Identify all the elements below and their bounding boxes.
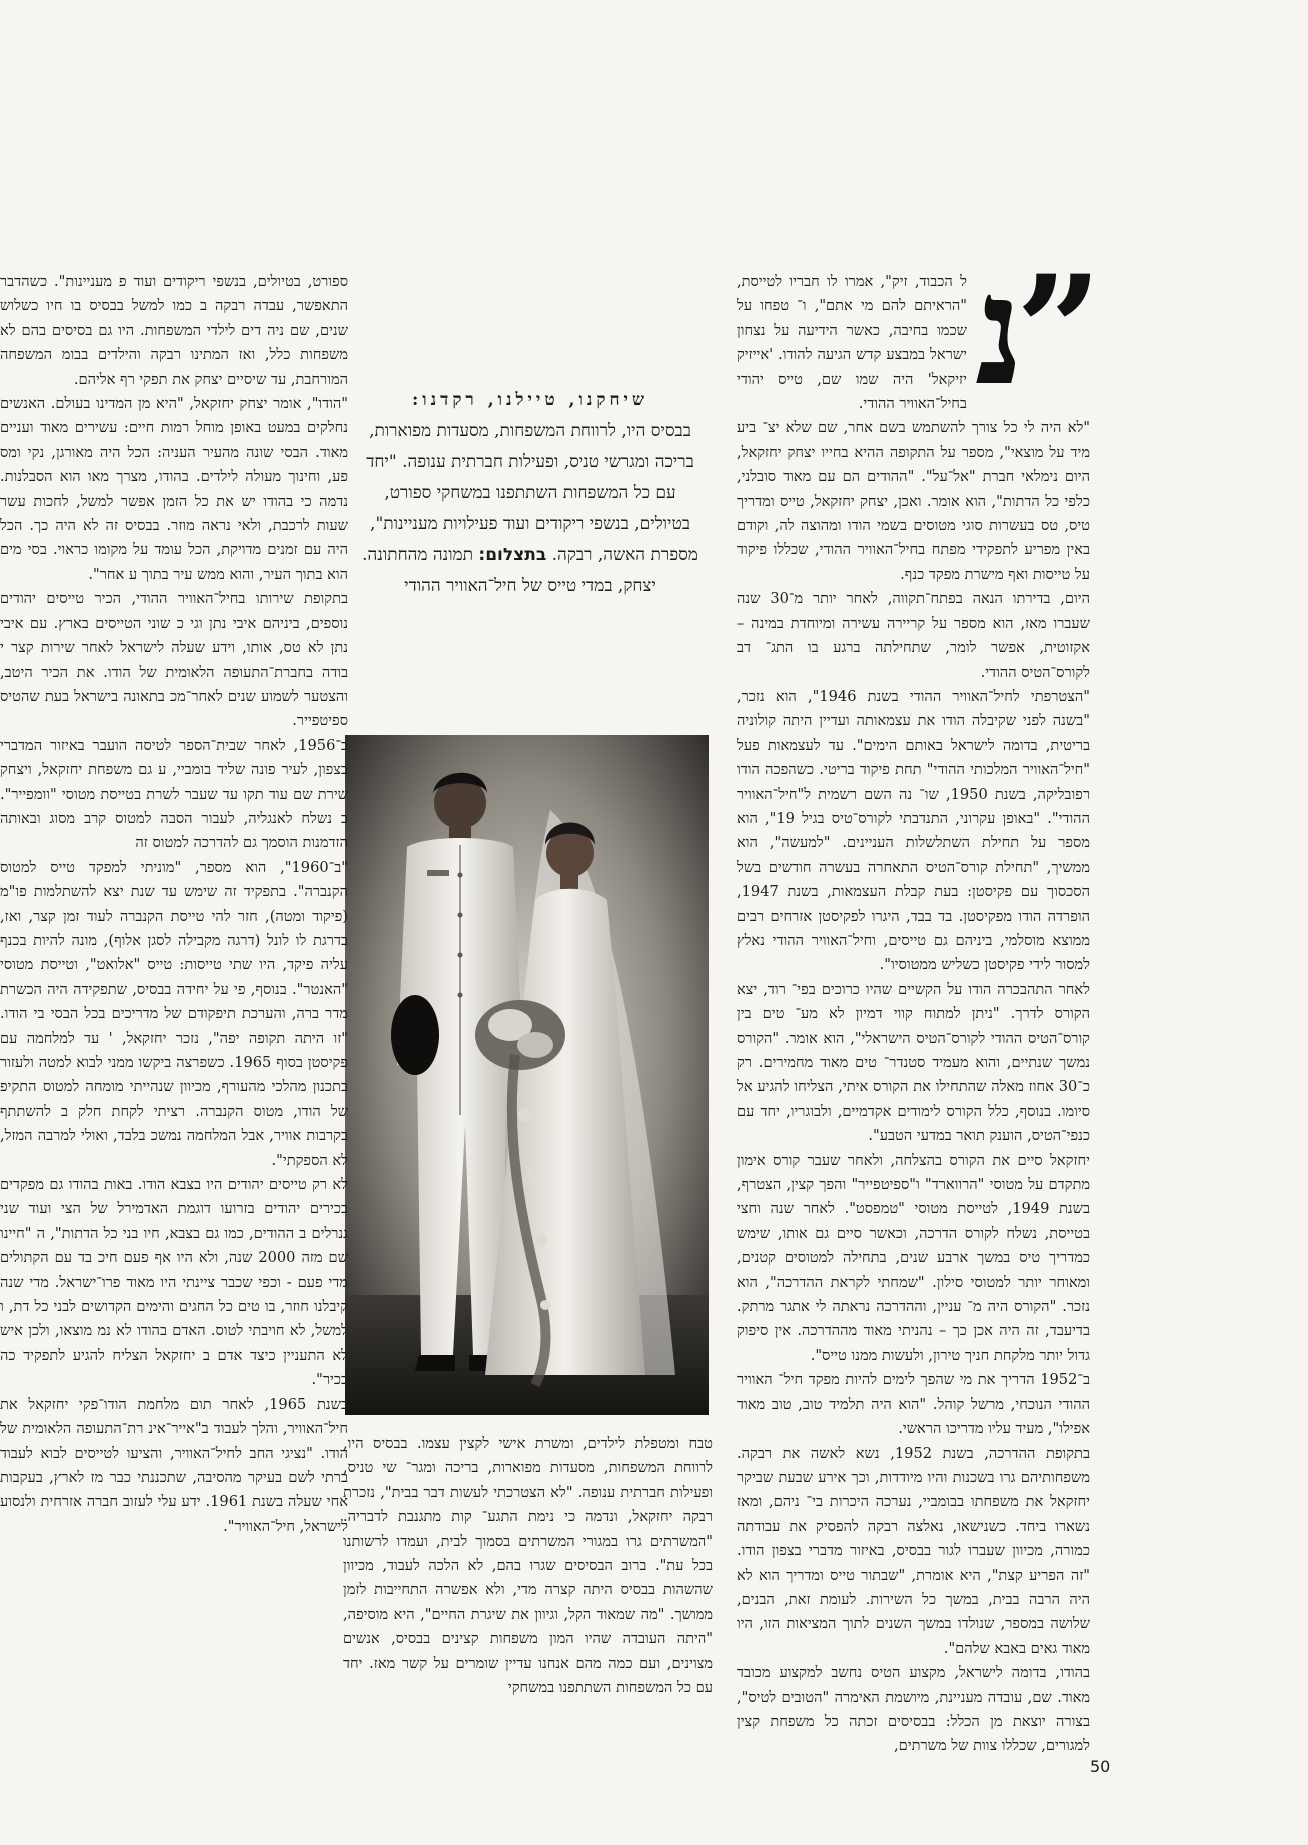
paragraph: היום, בדירתו הנאה בפתח־תקווה, לאחר יותר מ־30 שנה שעברו מאז, הוא מספר על קריירה עשירה ומיוחדת במינה – אקזוטית, אפשר לומר, שתחילתה ברגע בו התג־ דב לקורס־הטיס ההודי. — [737, 590, 1090, 681]
paragraph: לאחר התהבכרה הודו על הקשיים שהיו כרוכים בפי־ רוד, יצא הקורס לדרך. "ניתן למתוח קווי דמיון לא מע־ טים בין קורס־הטיס ההודי לקורס־הטיס הישראלי", הוא אומר. "הקורס נמשך שנתיים, והוא מעמיד סטנדר־ טים מאוד מחמירים. רק כ־30 אחוז מאלה שהתחילו את הקורס איתי, הצליחו להגיע אל סיומו. בנוסף, כלל הקורס לימודים אקדמיים, ולבוגריו, יחד עם כנפי־הטיס, הוענק תואר במדעי הטבע". — [737, 980, 1090, 1145]
paragraph: ב־1952 הדריך את מי שהפך לימים להיות מפקד חיל־ האוויר ההודי הנוכחי, מרשל קוהל. "הוא היה תלמיד טוב, טוב מאוד אפילו", מעיד עליו מדריכו הראשי. — [737, 1371, 1090, 1438]
caption-credit-text: תמונה מהחתונה. יצחק, במדי טייס של חיל־האוויר ההודי — [362, 545, 656, 596]
page-number: 50 — [1090, 1757, 1111, 1776]
paragraph: בתקופת שירותו בחיל־האוויר ההודי, הכיר טייסים יהודים נוספים, ביניהם איבי נתן וגי כ שוני הטייסים בארץ. עם איבי נתן לא טס, אותו, וידע שעלה לישראל לאחר שירות קצר י בודה בחברת־התעופה הלאומית של הודו. את הכיר היטב, והצטער לשמוע שנים לאחר־מכ בתאונה בישראל בעת שהטיס ספיטפייר. — [0, 590, 348, 730]
wedding-photo-illustration — [345, 735, 709, 1415]
paragraph: טבח ומטפלת לילדים, ומשרת אישי לקצין עצמו. בבסיס היו, לרווחת המשפחות, מסעדות מפוארות, בריכה ומגר־ שי טניס, ופעילות חברתית ענופה. "לא הצטרכתי לעשות דבר בבית", נזכרת רבקה יחזקאל, ונדמה כי נימת התגע־ קות מתגנבת לדבריה. "המשרתים גרו במגורי המשרתים בסמוך לבית, ועמדו לרשותנו בכל עת". ברוב הבסיסים שגרו בהם, לא הלכה לעבוד, מכיוון שהשהות בבסיס היתה קצרה מדי, ולא אפשרה התחייבות לזמן ממושך. "מה שמאוד הקל, וגיוון את שיגרת החיים", היא מוסיפה, "היתה העובדה שהיו המון משפחות קצינים בבסיס, אנשים מצוינים, ועם כמה מהם אנחנו עדיין שומרים על קשר מאז. יחד עם כל המשפחות השתתפנו במשחקי — [343, 1435, 713, 1697]
paragraph: לא רק טייסים יהודים היו בצבא הודו. באות בהודו גם מפקדים בכירים יהודים בזרועו דוגמת האדמירל של הצי ועוד שני גנרלים ב ההודים, כמו גם בצבא, חיו בני כל הדתות", ה "חיינו שם מזה 2000 שנה, ולא היו אף פעם חיכ בד עם הקתולים מדי פעם - וכפי שכבר ציינתי היו מאוד פרו־ישראל. מדי שנה קיבלנו חוזר, בו טים כל החגים והימים הקדושים לבני כל דת, ו למשל, לא חויבתי לטוס. האדם בהודו לא נמ מוצאו, ולכן איש לא התעניין כיצד אדם ב יחזקאל הצליח להגיע לתפקיד כה בכיר". — [0, 1176, 349, 1389]
article-column-right — [737, 243, 1094, 1755]
paragraph: ל הכבוד, זיק", אמרו לו חבריו לטייסת, "הראיתם להם מי אתם", ו־ טפחו על שכמו בחיבה, כאשר הידיעה על נצחון ישראל במבצע קדש הגיעה להודו. 'אייזיק יזיקאל' היה שמו שם, טייס יהודי בחיל־האוויר ההודי. — [737, 273, 967, 413]
wedding-photo — [345, 735, 709, 1415]
article-column-middle — [343, 1432, 713, 1742]
paragraph: "ב־1960", הוא מספר, "מוניתי למפקד טייס למטוס הקנברה". בתפקיד זה שימש עד שנת יצא להשתלמות פו"מ (פיקוד ומטה), חזר להי טייסת הקנברה לעוד זמן קצר, ואז, בדרגת לו לונל (דרגה מקבילה לסגן אלוף), מונה להיות בכנף עליה פיקד, היו שתי טייסות: טייס "אלואט", וטייסת מטוסי "האנטר". בנוסף, פי על יחידה בבסיס, שתפקידה היה הכשרת מדר ברה, והערכת תיפקודם של מדריכים בכל הבסי בי הודו. "זו היתה תקופה יפה", נזכר יחזקאל, ' עד למלחמה עם פקיסטן בסוף 1965. כשפרצה ביקשו ממני לבוא למטה ולעזור בתכנון מהלכי מהעורף, מכיוון שנהייתי מומחה למטוס התקיפ של הודו, מטוס הקנברה. רציתי לקחת חלק ב להשתתף בקרבות אוויר, אבל המלחמה נמשכ בלבד, ואולי למרבה המזל, לא הספקתי". — [0, 858, 349, 1169]
caption-heading: שיחקנו, טיילנו, רקדנו: — [412, 390, 648, 410]
paragraph: בהודו, בדומה לישראל, מקצוע הטיס נחשב למקצוע מכובד מאוד. שם, עובדה מעניינת, מיושמת האימרה "הטובים לטיס", בצורה יוצאת מן הכלל: בבסיסים זכתה כל משפחת קצין למגורים, שכללו צוות של משרתים, — [737, 1664, 1090, 1755]
paragraph: ב־1956, לאחר שבית־הספר לטיסה הועבר באיזור המדברי בצפון, לעיר פונה שליד בומביי, ע גם משפחת יחזקאל, ויצחק שירת שם עוד תקו עד שעבר לשרת בטייסת מטוסי "וומפייר". ב נשלח לאנגליה, לעבור הסבה למטוס קרב מסוג ובאותה הזדמנות הוסמך גם להדרכה למטוס זה — [0, 736, 348, 852]
caption-body — [360, 416, 700, 602]
paragraph: "הצטרפתי לחיל־האוויר ההודי בשנת 1946", הוא נזכר, "בשנה לפני שקיבלה הודו את עצמאותה ועדיין היתה קולוניה בריטית, בדומה לישראל באותם הימים". עד לעצמאות פעל "חיל־האוויר המלכותי ההודי" תחת פיקוד בריטי. כשהפכה הודו רפובליקה, בשנת 1950, שו־ נה השם רשמית ל"חיל־האוויר ההודי". "באופן עקרוני, התנדבתי לקורס־טיס בגיל 19", הוא מספר על תחילת השתלשלות העניינים. "למעשה", הוא ממשיך, "תחילת קורס־הטיס התאחרה בעשרה חודשים בשל הסכסוך עם פקיסטן: בעת קבלת העצמאות, בשנת 1947, הופרדה הודו מפקיסטן. בד בבד, היגרו לפקיסטן אזרחים רבים ממוצא מוסלמי, ביניהם גם טייסים, וחיל־האוויר ההודי נאלץ למסור לידי פקיסטן כשליש ממטוסיו". — [737, 687, 1090, 974]
paragraph: יחזקאל סיים את הקורס בהצלחה, ולאחר שעבר קורס אימון מתקדם על מטוסי "הרווארד" ו"ספיטפייר" והפך קצין, הצטרף, בשנת 1949, לטייסת מטוסי "טמפסט". לאחר שנה וחצי בטייסת, נשלח לקורס הדרכה, וכאשר סיים גם אותו, שימש כמדריך טיס במשך ארבע שנים, בתחילה למטוסים קטנים, ומאוחר יותר למטוסי סילון. "שמחתי לקראת ההדרכה", הוא נזכר. "הקורס היה מ־ עניין, וההדרכה נראתה לי אתגר מרתק. בדיעבד, זה היה אכן כך – נהניתי מאוד מההדרכה. אין סיפוק גדול יותר מלקחת חניך טירון, ולעשות ממנו טייס". — [737, 1151, 1090, 1364]
paragraph: בשנת 1965, לאחר תום מלחמת הודו־פקי יחזקאל את חיל־האוויר, והלך לעבוד ב"אייר־אינ רת־התעופה הלאומית של הודו. "נציגי החב לחיל־האוויר, והציעו לטייסים לבוא לעבוד ברתי לשם בעיקר מהסיבה, שתכננתי כבר מז לארץ, בעקבות אחי שעלה בשנת 1961. ידע עלי לעזוב חברה אזרחית ולנסוע לישראל, חיל־האוויר". — [0, 1395, 349, 1535]
caption-credit-label: בתצלום: — [478, 545, 547, 565]
article-column-left — [0, 270, 348, 1670]
paragraph: "לא היה לי כל צורך להשתמש בשם אחר, שם שלא יצ־ ביע מיד על מוצאי", מספר על התקופה ההיא בחייו יצחק יחזקאל, היום נימלאי חברת "אל־על". "ההודים הם עם מאוד סובלני, כלפי כל הדתות", הוא אומר. ואכן, יצחק יחזקאל, טייס ומדריך טיס, טס בעשרות סוגי מטוסים בשמי הודו ומהוצה לה, וקודם באין מפריע לתפקידי מפתח בחיל־האוויר ההודי, שכללו פיקוד על טייסות ואף מישרת מפקד כנף. — [737, 419, 1090, 583]
paragraph: בתקופת ההדרכה, בשנת 1952, נשא לאשה את רבקה. משפחותיהם גרו בשכנות והיו מיודדות, וכך אירע שבעת שביקר יחזקאל את משפחתו בבומביי, נערכה היכרות בי־ ניהם, ומאז נשארו ביחד. כשנישאו, נאלצה רבקה להפסיק את עבודתה כמורה, מכיוון שעברו לגור בבסיס, באיזור מדברי בצפון הודו. "זה הפריע קצת", היא אומרת, "שבתור טייס ומדריך הוא לא היה הרבה בבית, במשך כל השירות. לעומת זאת, הבנים, שלושה במספר, שנולדו במשך השנים לתוך המציאות הזו, היו מאוד גאים באבא שלהם". — [737, 1444, 1090, 1657]
paragraph: ספורט, בטיולים, בנשפי ריקודים ועוד פ מעניינות". כשהדבר התאפשר, עבדה רבקה ב כמו למשל בבסיס בו חיו כשלוש שנים, שם ניה דים לילדי המשפחות. היו גם בסיסים בהם לא משפחות כלל, ואז המתינו רבקה והילדים בבומ המשפחה המורחבת, עד שיסיים יצחק את תפקי רף אליהם. — [0, 273, 348, 388]
drop-cap: ”נ — [974, 243, 1094, 419]
photo-caption — [360, 385, 700, 602]
paragraph: "הודו", אומר יצחק יחזקאל, "היא מן המדינו בעולם. האנשים נחלקים במעט באופן מוחל רמות חיים: עשירים מאוד ועניים מאוד. הבסי שונה מהעיר העניה: הכל היה מאורגן, נקי ומס פע, וחינוך מעולה לילדים. בהודו, מצרך מאו הוא הסבלנות. נדמה כי בהודו יש את כל הזמן אפשר למשל, לחכות עשר שעות לרכבת, ולאי נראה מוזר. בבסיס זה לא היה כך. הכל היה עם זמנים מדויקת, הכל עומד על מקומו כראוי. בסי מים הוא בתוך העיר, והוא ממש עיר בתוך ע אחר". — [0, 395, 348, 583]
caption-text: בבסיס היו, לרווחת המשפחות, מסעדות מפוארות, בריכה ומגרשי טניס, ופעילות חברתית ענופה. "יחד עם כל המשפחות השתתפנו במשחקי ספורט, בטיולים, בנשפי ריקודים ועוד פעילויות מעניינות", מספרת האשה, רבקה. — [366, 421, 698, 565]
